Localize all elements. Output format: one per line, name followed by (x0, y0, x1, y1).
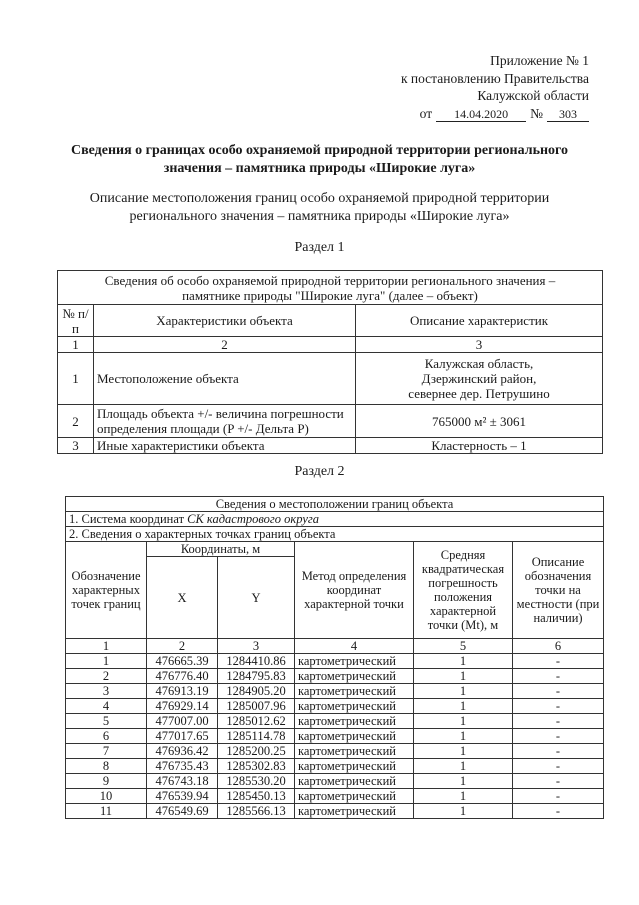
table-row (66, 759, 604, 774)
table-row (66, 654, 604, 669)
coord-x: 476539.94 (147, 789, 218, 804)
point-id: 11 (66, 804, 147, 819)
mean-error: 1 (414, 789, 513, 804)
method: картометрический (295, 684, 414, 699)
coord-y: 1285302.83 (218, 759, 295, 774)
header-marking: Описание обозначения точки на местности (при наличии) (513, 542, 604, 639)
marking: - (513, 669, 604, 684)
mean-error: 1 (414, 774, 513, 789)
row-name: Иные характеристики объекта (94, 438, 356, 454)
coord-y: 1285012.62 (218, 714, 295, 729)
method: картометрический (295, 669, 414, 684)
table-row (58, 438, 603, 454)
coord-x: 476735.43 (147, 759, 218, 774)
coord-y: 1285200.25 (218, 744, 295, 759)
coord-y: 1285450.13 (218, 789, 295, 804)
coord-x: 476913.19 (147, 684, 218, 699)
table1-caption: Сведения об особо охраняемой природной территории регионального значения – памятнике природы "Широкие луга" (далее – объект) (58, 271, 603, 305)
marking: - (513, 759, 604, 774)
table-row (58, 405, 603, 438)
table-row (66, 804, 604, 819)
point-id: 10 (66, 789, 147, 804)
mean-error: 1 (414, 669, 513, 684)
coord-y: 1285007.96 (218, 699, 295, 714)
method: картометрический (295, 804, 414, 819)
object-info-table (57, 270, 603, 454)
col-number: 6 (513, 639, 604, 654)
coord-system-value: СК кадастрового округа (187, 512, 319, 526)
col-number: 3 (356, 337, 603, 353)
marking: - (513, 744, 604, 759)
coord-x: 477007.00 (147, 714, 218, 729)
point-id: 1 (66, 654, 147, 669)
coord-x: 476929.14 (147, 699, 218, 714)
subtitle-line2: регионального значения – памятника природы «Широкие луга» (129, 209, 510, 224)
row-num: 2 (58, 405, 94, 438)
coord-y: 1285114.78 (218, 729, 295, 744)
row-name: Местоположение объекта (94, 353, 356, 405)
mean-error: 1 (414, 804, 513, 819)
mean-error: 1 (414, 759, 513, 774)
mean-error: 1 (414, 744, 513, 759)
coord-y: 1285530.20 (218, 774, 295, 789)
coord-x: 476549.69 (147, 804, 218, 819)
coord-y: 1284410.86 (218, 654, 295, 669)
row-name: Площадь объекта +/- величина погрешности определения площади (P +/- Дельта P) (94, 405, 356, 438)
marking: - (513, 699, 604, 714)
mean-error: 1 (414, 714, 513, 729)
row-value: Кластерность – 1 (356, 438, 603, 454)
point-id: 3 (66, 684, 147, 699)
marking: - (513, 729, 604, 744)
table2-caption: Сведения о местоположении границ объекта (66, 497, 604, 512)
boundary-points-table (65, 496, 604, 819)
table-row (66, 789, 604, 804)
col-number: 5 (414, 639, 513, 654)
point-id: 8 (66, 759, 147, 774)
from-label: от (419, 105, 433, 121)
row-num: 1 (58, 353, 94, 405)
title-line1: Сведения о границах особо охраняемой природной территории регионального (70, 143, 569, 158)
coord-y: 1284905.20 (218, 684, 295, 699)
mean-error: 1 (414, 699, 513, 714)
table-row (66, 744, 604, 759)
header-method: Метод определения координат характерной точки (295, 542, 414, 639)
points-section-label: 2. Сведения о характерных точках границ объекта (66, 527, 604, 542)
coord-x: 477017.65 (147, 729, 218, 744)
mean-error: 1 (414, 684, 513, 699)
marking: - (513, 714, 604, 729)
coord-x: 476776.40 (147, 669, 218, 684)
annex-date-row (401, 105, 589, 123)
annex-line2: к постановлению Правительства (400, 70, 589, 86)
point-id: 6 (66, 729, 147, 744)
marking: - (513, 789, 604, 804)
table-row (66, 669, 604, 684)
coord-system-row: 1. Система координат СК кадастрового округа (66, 512, 604, 527)
annex-line3: Калужской области (477, 88, 589, 103)
point-id: 5 (66, 714, 147, 729)
decree-date: 14.04.2020 (436, 107, 526, 122)
method: картометрический (295, 714, 414, 729)
coord-y: 1285566.13 (218, 804, 295, 819)
method: картометрический (295, 699, 414, 714)
col-number: 1 (66, 639, 147, 654)
marking: - (513, 804, 604, 819)
col-number: 1 (58, 337, 94, 353)
section2-heading: Раздел 2 (294, 464, 345, 479)
header-y: Y (218, 557, 295, 639)
table-row (58, 353, 603, 405)
point-id: 7 (66, 744, 147, 759)
point-id: 4 (66, 699, 147, 714)
header-designation: Обозначение характерных точек границ (66, 542, 147, 639)
method: картометрический (295, 744, 414, 759)
document-subtitle (0, 190, 639, 226)
mean-error: 1 (414, 654, 513, 669)
title-line2: значения – памятника природы «Широкие луга» (163, 161, 476, 176)
table-row (66, 729, 604, 744)
method: картометрический (295, 759, 414, 774)
point-id: 9 (66, 774, 147, 789)
coord-x: 476743.18 (147, 774, 218, 789)
header-error: Средняя квадратическая погрешность положения характерной точки (Mt), м (414, 542, 513, 639)
annex-line1: Приложение № 1 (490, 53, 589, 68)
header-x: X (147, 557, 218, 639)
point-id: 2 (66, 669, 147, 684)
row-num: 3 (58, 438, 94, 454)
header-description: Описание характеристик (356, 305, 603, 337)
method: картометрический (295, 654, 414, 669)
col-number: 4 (295, 639, 414, 654)
number-label: № (530, 105, 543, 121)
table-row (66, 774, 604, 789)
col-number: 3 (218, 639, 295, 654)
marking: - (513, 774, 604, 789)
header-coords: Координаты, м (147, 542, 295, 557)
table-row (66, 714, 604, 729)
row-value: 765000 м² ± 3061 (356, 405, 603, 438)
coord-y: 1284795.83 (218, 669, 295, 684)
table-row (66, 684, 604, 699)
coord-x: 476936.42 (147, 744, 218, 759)
method: картометрический (295, 789, 414, 804)
table-row (66, 699, 604, 714)
marking: - (513, 684, 604, 699)
header-num: № п/п (58, 305, 94, 337)
col-number: 2 (147, 639, 218, 654)
marking: - (513, 654, 604, 669)
document-title (0, 142, 639, 178)
section1-heading: Раздел 1 (294, 240, 345, 255)
col-number: 2 (94, 337, 356, 353)
method: картометрический (295, 774, 414, 789)
mean-error: 1 (414, 729, 513, 744)
subtitle-line1: Описание местоположения границ особо охраняемой природной территории (89, 191, 550, 206)
method: картометрический (295, 729, 414, 744)
row-value: Калужская область, Дзержинский район, севернее дер. Петрушино (356, 353, 603, 405)
coord-x: 476665.39 (147, 654, 218, 669)
annex-header (401, 52, 589, 122)
header-characteristics: Характеристики объекта (94, 305, 356, 337)
decree-number: 303 (547, 107, 589, 122)
